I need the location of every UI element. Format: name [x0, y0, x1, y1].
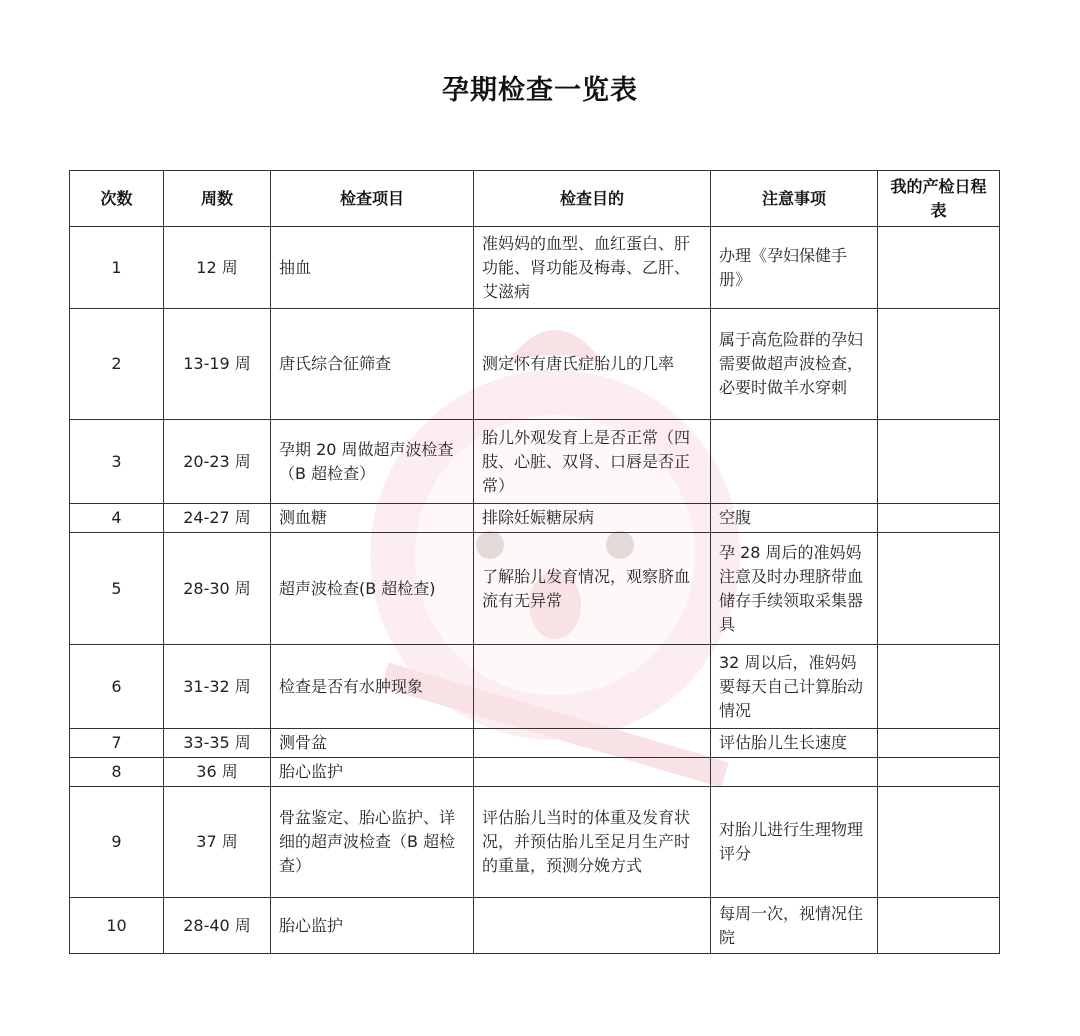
exam-schedule-table: [69, 170, 1000, 954]
cell-note: [711, 758, 878, 787]
cell-my-schedule: [878, 898, 1000, 954]
table-row: [70, 420, 1000, 504]
cell-week: 28-30 周: [164, 533, 271, 645]
cell-item: 检查是否有水肿现象: [271, 645, 474, 729]
cell-week: 28-40 周: [164, 898, 271, 954]
header-week: 周数: [164, 171, 271, 227]
cell-note: 办理《孕妇保健手册》: [711, 227, 878, 309]
header-goal: 检查目的: [474, 171, 711, 227]
cell-my-schedule: [878, 533, 1000, 645]
table-row: [70, 504, 1000, 533]
cell-week: 36 周: [164, 758, 271, 787]
cell-week: 20-23 周: [164, 420, 271, 504]
cell-item: 孕期 20 周做超声波检查（B 超检查）: [271, 420, 474, 504]
cell-item: 抽血: [271, 227, 474, 309]
cell-goal: 排除妊娠糖尿病: [474, 504, 711, 533]
table-row: [70, 898, 1000, 954]
cell-my-schedule: [878, 758, 1000, 787]
cell-goal: 胎儿外观发育上是否正常（四肢、心脏、双肾、口唇是否正常）: [474, 420, 711, 504]
header-count: 次数: [70, 171, 164, 227]
cell-item: 测血糖: [271, 504, 474, 533]
cell-week: 37 周: [164, 787, 271, 898]
cell-goal: [474, 898, 711, 954]
table-header-row: [70, 171, 1000, 227]
cell-item: 测骨盆: [271, 729, 474, 758]
cell-my-schedule: [878, 729, 1000, 758]
cell-item: 胎心监护: [271, 758, 474, 787]
cell-count: 7: [70, 729, 164, 758]
table-row: [70, 787, 1000, 898]
cell-count: 5: [70, 533, 164, 645]
cell-goal: 准妈妈的血型、血红蛋白、肝功能、肾功能及梅毒、乙肝、艾滋病: [474, 227, 711, 309]
table-row: [70, 645, 1000, 729]
cell-my-schedule: [878, 309, 1000, 420]
cell-note: 评估胎儿生长速度: [711, 729, 878, 758]
cell-note: 每周一次，视情况住院: [711, 898, 878, 954]
cell-week: 33-35 周: [164, 729, 271, 758]
cell-count: 1: [70, 227, 164, 309]
cell-week: 13-19 周: [164, 309, 271, 420]
cell-goal: 测定怀有唐氏症胎儿的几率: [474, 309, 711, 420]
cell-week: 31-32 周: [164, 645, 271, 729]
cell-count: 3: [70, 420, 164, 504]
cell-count: 8: [70, 758, 164, 787]
cell-note: 空腹: [711, 504, 878, 533]
table-row: [70, 309, 1000, 420]
cell-goal: [474, 758, 711, 787]
cell-my-schedule: [878, 227, 1000, 309]
table-row: [70, 729, 1000, 758]
cell-note: 孕 28 周后的准妈妈注意及时办理脐带血储存手续领取采集器具: [711, 533, 878, 645]
page-title: 孕期检查一览表: [442, 75, 638, 106]
header-item: 检查项目: [271, 171, 474, 227]
cell-count: 4: [70, 504, 164, 533]
table-row: [70, 227, 1000, 309]
cell-count: 2: [70, 309, 164, 420]
cell-item: 超声波检查(B 超检查): [271, 533, 474, 645]
cell-note: 32 周以后，准妈妈要每天自己计算胎动情况: [711, 645, 878, 729]
cell-note: [711, 420, 878, 504]
table-row: [70, 533, 1000, 645]
header-my-schedule: 我的产检日程表: [878, 171, 1000, 227]
cell-count: 6: [70, 645, 164, 729]
cell-week: 24-27 周: [164, 504, 271, 533]
cell-goal: 评估胎儿当时的体重及发育状况，并预估胎儿至足月生产时的重量，预测分娩方式: [474, 787, 711, 898]
cell-item: 唐氏综合征筛查: [271, 309, 474, 420]
table-row: [70, 758, 1000, 787]
cell-goal: [474, 645, 711, 729]
cell-goal: 了解胎儿发育情况，观察脐血流有无异常: [474, 533, 711, 645]
cell-my-schedule: [878, 504, 1000, 533]
header-note: 注意事项: [711, 171, 878, 227]
cell-goal: [474, 729, 711, 758]
cell-week: 12 周: [164, 227, 271, 309]
cell-count: 10: [70, 898, 164, 954]
cell-note: 属于高危险群的孕妇需要做超声波检查，必要时做羊水穿刺: [711, 309, 878, 420]
cell-my-schedule: [878, 787, 1000, 898]
cell-count: 9: [70, 787, 164, 898]
cell-my-schedule: [878, 420, 1000, 504]
cell-item: 骨盆鉴定、胎心监护、详细的超声波检查（B 超检查）: [271, 787, 474, 898]
cell-item: 胎心监护: [271, 898, 474, 954]
cell-my-schedule: [878, 645, 1000, 729]
cell-note: 对胎儿进行生理物理评分: [711, 787, 878, 898]
